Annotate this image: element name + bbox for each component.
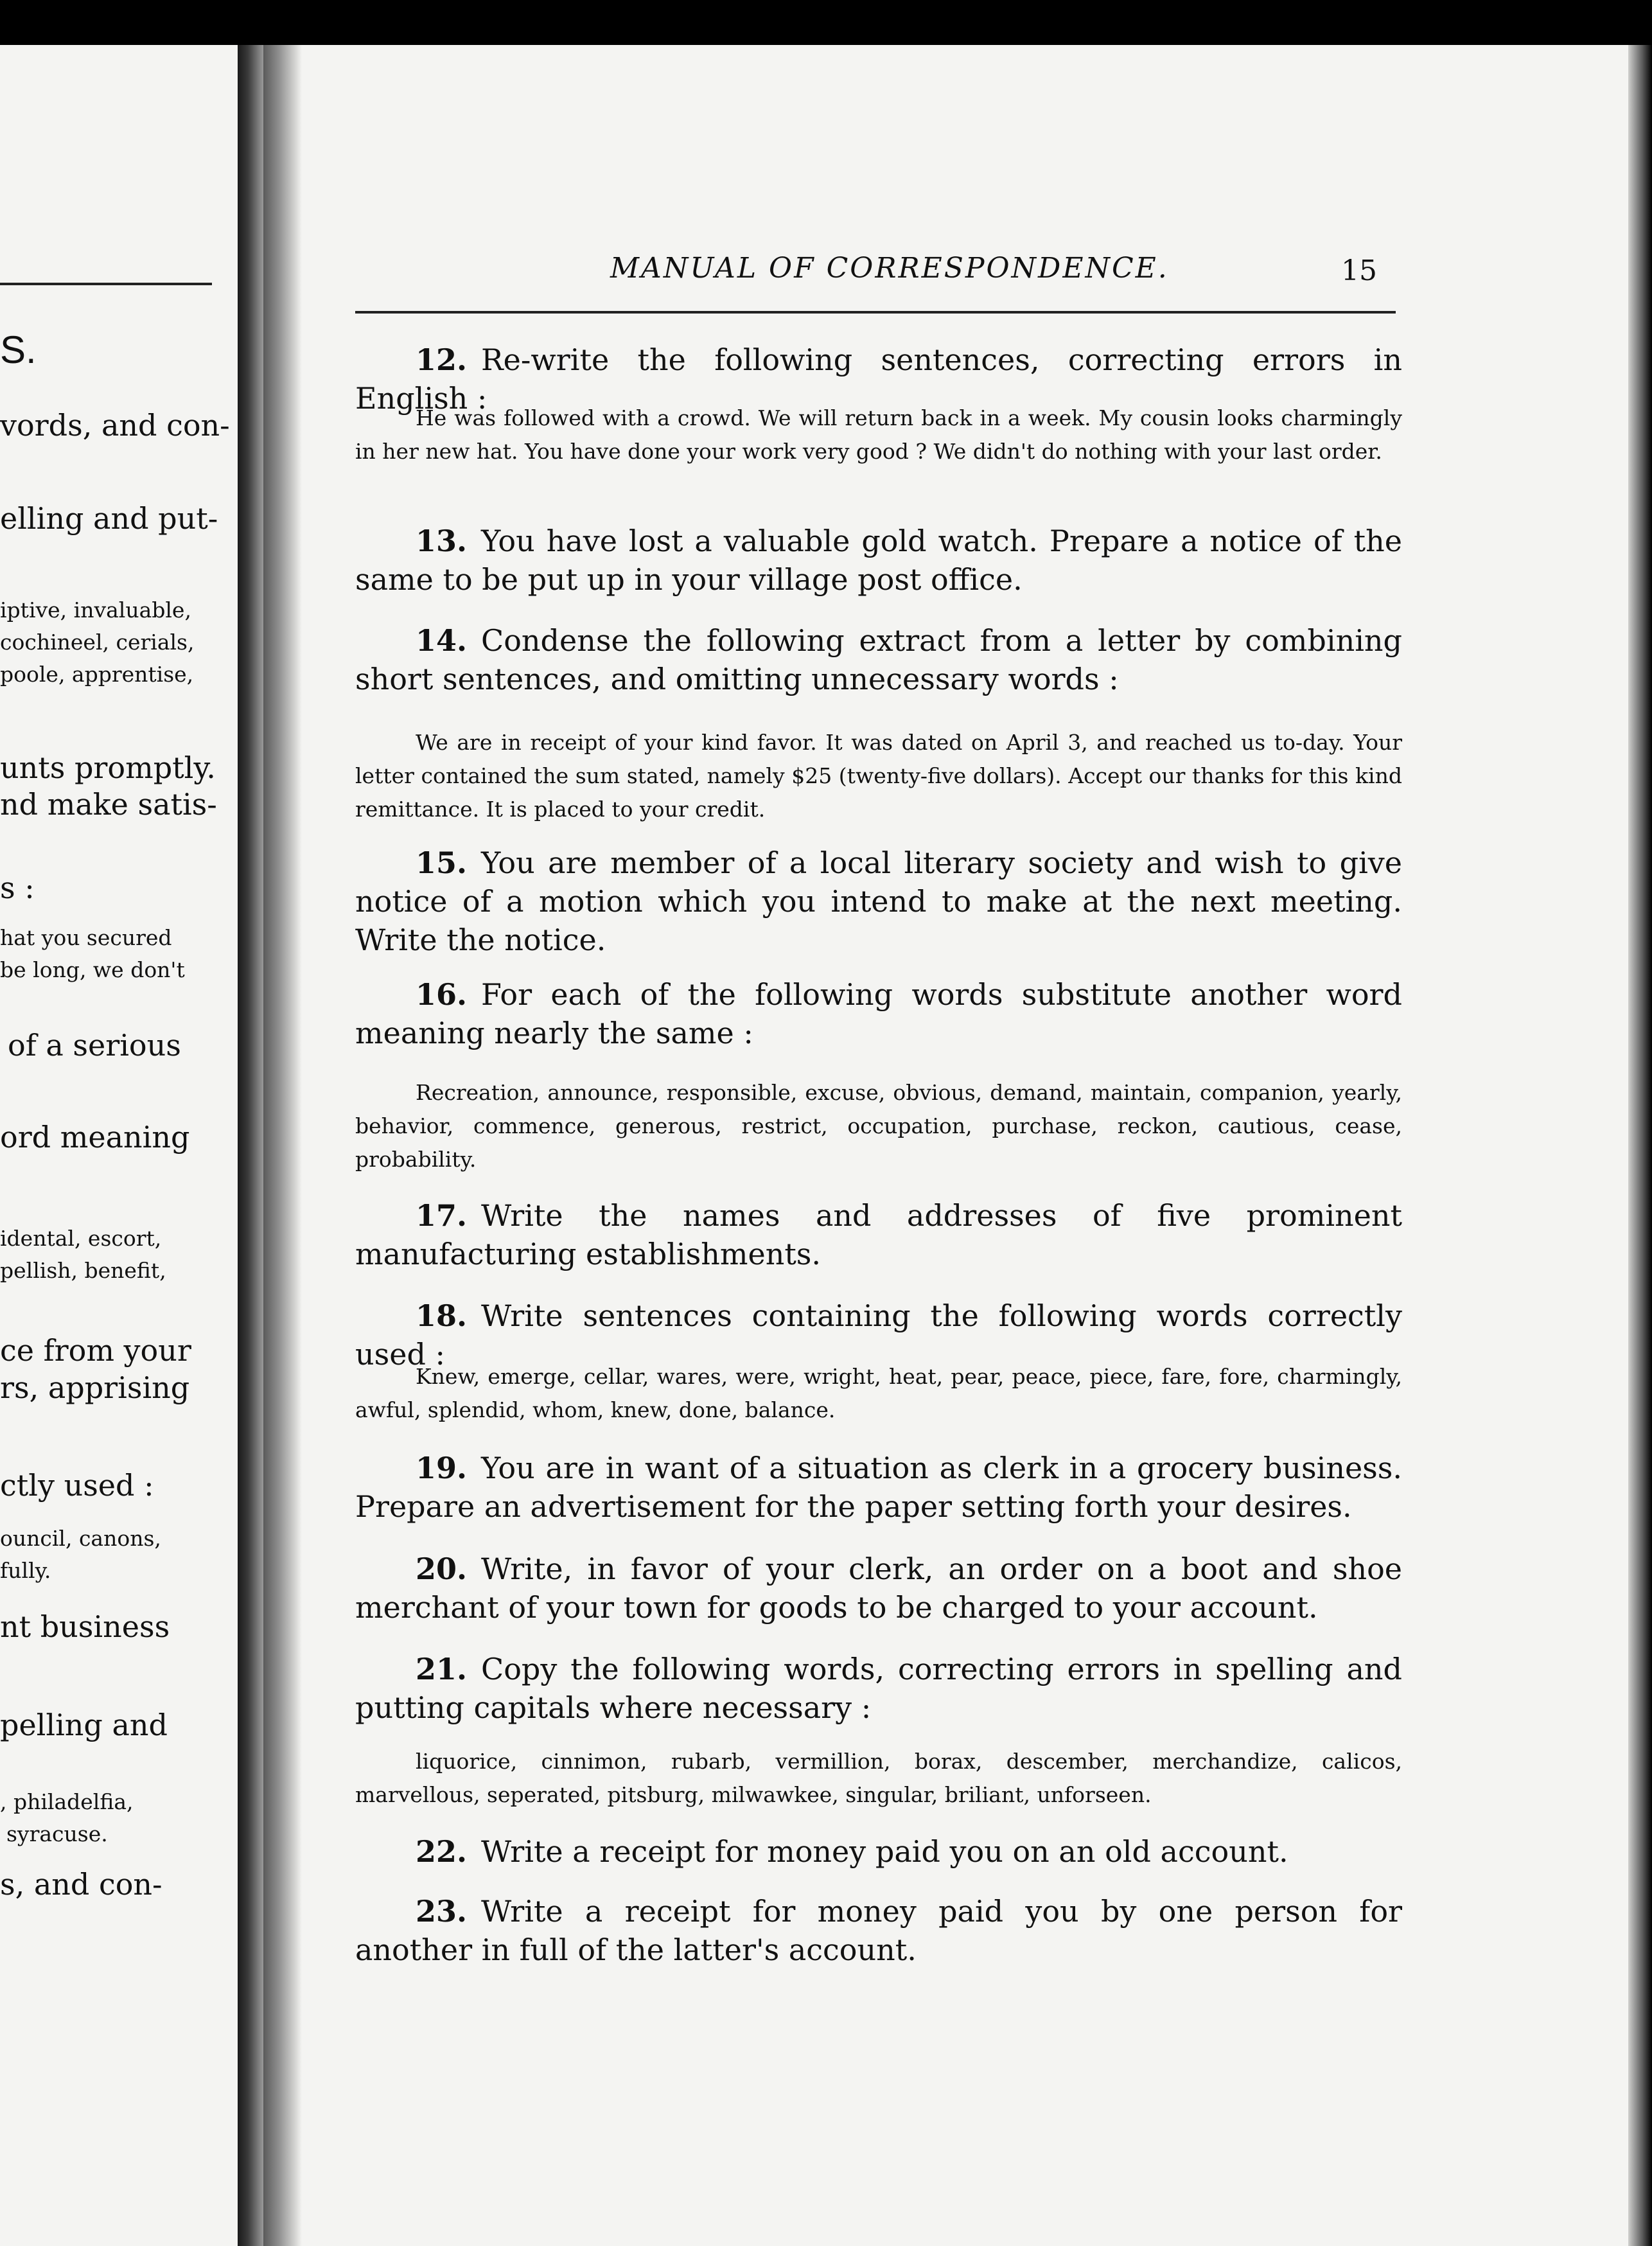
exercise-text: Write sentences containing the following words correctly used : (355, 1298, 1402, 1372)
exercise-number: 15. (416, 845, 468, 880)
left-page-fragment: be long, we don't (0, 957, 185, 982)
exercise-19 (355, 1449, 1402, 1526)
exercise-number: 22. (416, 1834, 468, 1869)
exercise-13 (355, 522, 1402, 599)
exercise-23 (355, 1892, 1402, 1969)
exercise-18-sample: Knew, emerge, cellar, wares, were, wright, heat, pear, peace, piece, fare, fore, charmingly, awful, splendid, whom, knew, done, balance. (355, 1364, 1402, 1422)
left-page-fragment: ctly used : (0, 1468, 154, 1503)
header-rule (355, 311, 1396, 314)
exercise-21-sample: liquorice, cinnimon, rubarb, vermillion, borax, descember, merchandize, calicos, marvellous, seperated, pitsburg, milwawkee, singular, briliant, unforseen. (355, 1749, 1402, 1807)
left-page-fragment: pelling and (0, 1708, 168, 1742)
left-page-fragment: nd make satis- (0, 787, 217, 822)
exercise-number: 21. (416, 1652, 468, 1686)
left-page-fragment: fully. (0, 1558, 51, 1583)
exercise-21 (355, 1650, 1402, 1727)
left-page-fragment: , philadelfia, (0, 1789, 134, 1814)
left-page-fragment: vords, and con- (0, 408, 230, 443)
exercise-15 (355, 844, 1402, 959)
exercise-20 (355, 1550, 1402, 1627)
exercise-text: Write a receipt for money paid you by one person for another in full of the latter's account. (355, 1894, 1402, 1967)
exercise-number: 23. (416, 1894, 468, 1929)
exercise-number: 18. (416, 1298, 468, 1333)
exercise-text: Write the names and addresses of five prominent manufacturing establishments. (355, 1198, 1402, 1271)
exercise-16-sample: Recreation, announce, responsible, excuse, obvious, demand, maintain, companion, yearly, behavior, commence, generous, restrict, occupation, purchase, reckon, cautious, cease, probability. (355, 1080, 1402, 1172)
exercise-text: You have lost a valuable gold watch. Prepare a notice of the same to be put up in your village post office. (355, 524, 1402, 597)
exercise-number: 16. (416, 977, 468, 1012)
exercise-12-sample: He was followed with a crowd. We will return back in a week. My cousin looks charmingly in her new hat. You have done your work very good ? We didn't do nothing with your last order. (355, 405, 1402, 464)
left-page-fragment: nt business (0, 1609, 170, 1644)
left-page-fragment: s : (0, 871, 35, 905)
left-page-fragment: hat you secured (0, 925, 172, 950)
left-page-rule (0, 283, 212, 285)
left-page-fragment: idental, escort, (0, 1226, 162, 1251)
exercise-16 (355, 975, 1402, 1052)
exercise-number: 19. (416, 1451, 468, 1485)
exercise-14 (355, 621, 1402, 698)
exercise-text: Copy the following words, correcting errors in spelling and putting capitals where necessary : (355, 1652, 1402, 1725)
left-page-fragment: pellish, benefit, (0, 1258, 166, 1283)
left-page-fragment: ce from your (0, 1333, 191, 1368)
page-edge-shadow (1628, 45, 1652, 2246)
left-page-fragment: poole, apprentise, (0, 662, 194, 687)
running-title: MANUAL OF CORRESPONDENCE. (610, 252, 1169, 285)
exercise-text: You are member of a local literary society and wish to give notice of a motion which you intend to make at the next meeting. Write the notice. (355, 845, 1402, 957)
gutter-shadow (263, 45, 302, 2246)
exercise-text: Re-write the following sentences, correcting errors in English : (355, 342, 1402, 416)
exercise-number: 12. (416, 342, 468, 377)
exercise-text: You are in want of a situation as clerk in a grocery business. Prepare an advertisement for the paper setting forth your desires. (355, 1451, 1402, 1524)
exercise-text: For each of the following words substitute another word meaning nearly the same : (355, 977, 1402, 1050)
left-page-fragment: rs, apprising (0, 1370, 190, 1405)
left-page-fragment: unts promptly. (0, 750, 216, 785)
exercise-number: 20. (416, 1552, 468, 1586)
exercise-number: 17. (416, 1198, 468, 1233)
left-page-fragment: ord meaning (0, 1120, 190, 1154)
left-facing-page (0, 45, 257, 2246)
book-gutter (238, 45, 263, 2246)
exercise-17 (355, 1196, 1402, 1273)
exercise-14-sample: We are in receipt of your kind favor. It was dated on April 3, and reached us to-day. Your letter contained the sum stated, namely $25 (twenty-five dollars). Accept our thanks for this kind remittance. It is placed to your credit. (355, 730, 1402, 822)
exercise-text: Write a receipt for money paid you on an old account. (481, 1834, 1288, 1869)
left-page-fragment: elling and put- (0, 501, 218, 536)
exercise-text: Write, in favor of your clerk, an order on a boot and shoe merchant of your town for goods to be charged to your account. (355, 1552, 1402, 1625)
exercise-number: 14. (416, 623, 468, 658)
left-page-fragment: syracuse. (6, 1821, 108, 1846)
page-number: 15 (1341, 254, 1377, 287)
exercise-number: 13. (416, 524, 468, 558)
left-page-fragment: ouncil, canons, (0, 1526, 161, 1551)
exercise-text: Condense the following extract from a letter by combining short sentences, and omitting unnecessary words : (355, 623, 1402, 696)
left-page-fragment: cochineel, cerials, (0, 630, 195, 655)
left-page-heading: S. (0, 328, 37, 371)
left-page-fragment: s, and con- (0, 1867, 163, 1902)
left-page-fragment: of a serious (8, 1028, 181, 1063)
left-page-fragment: iptive, invaluable, (0, 597, 191, 623)
exercise-22 (355, 1832, 1402, 1871)
